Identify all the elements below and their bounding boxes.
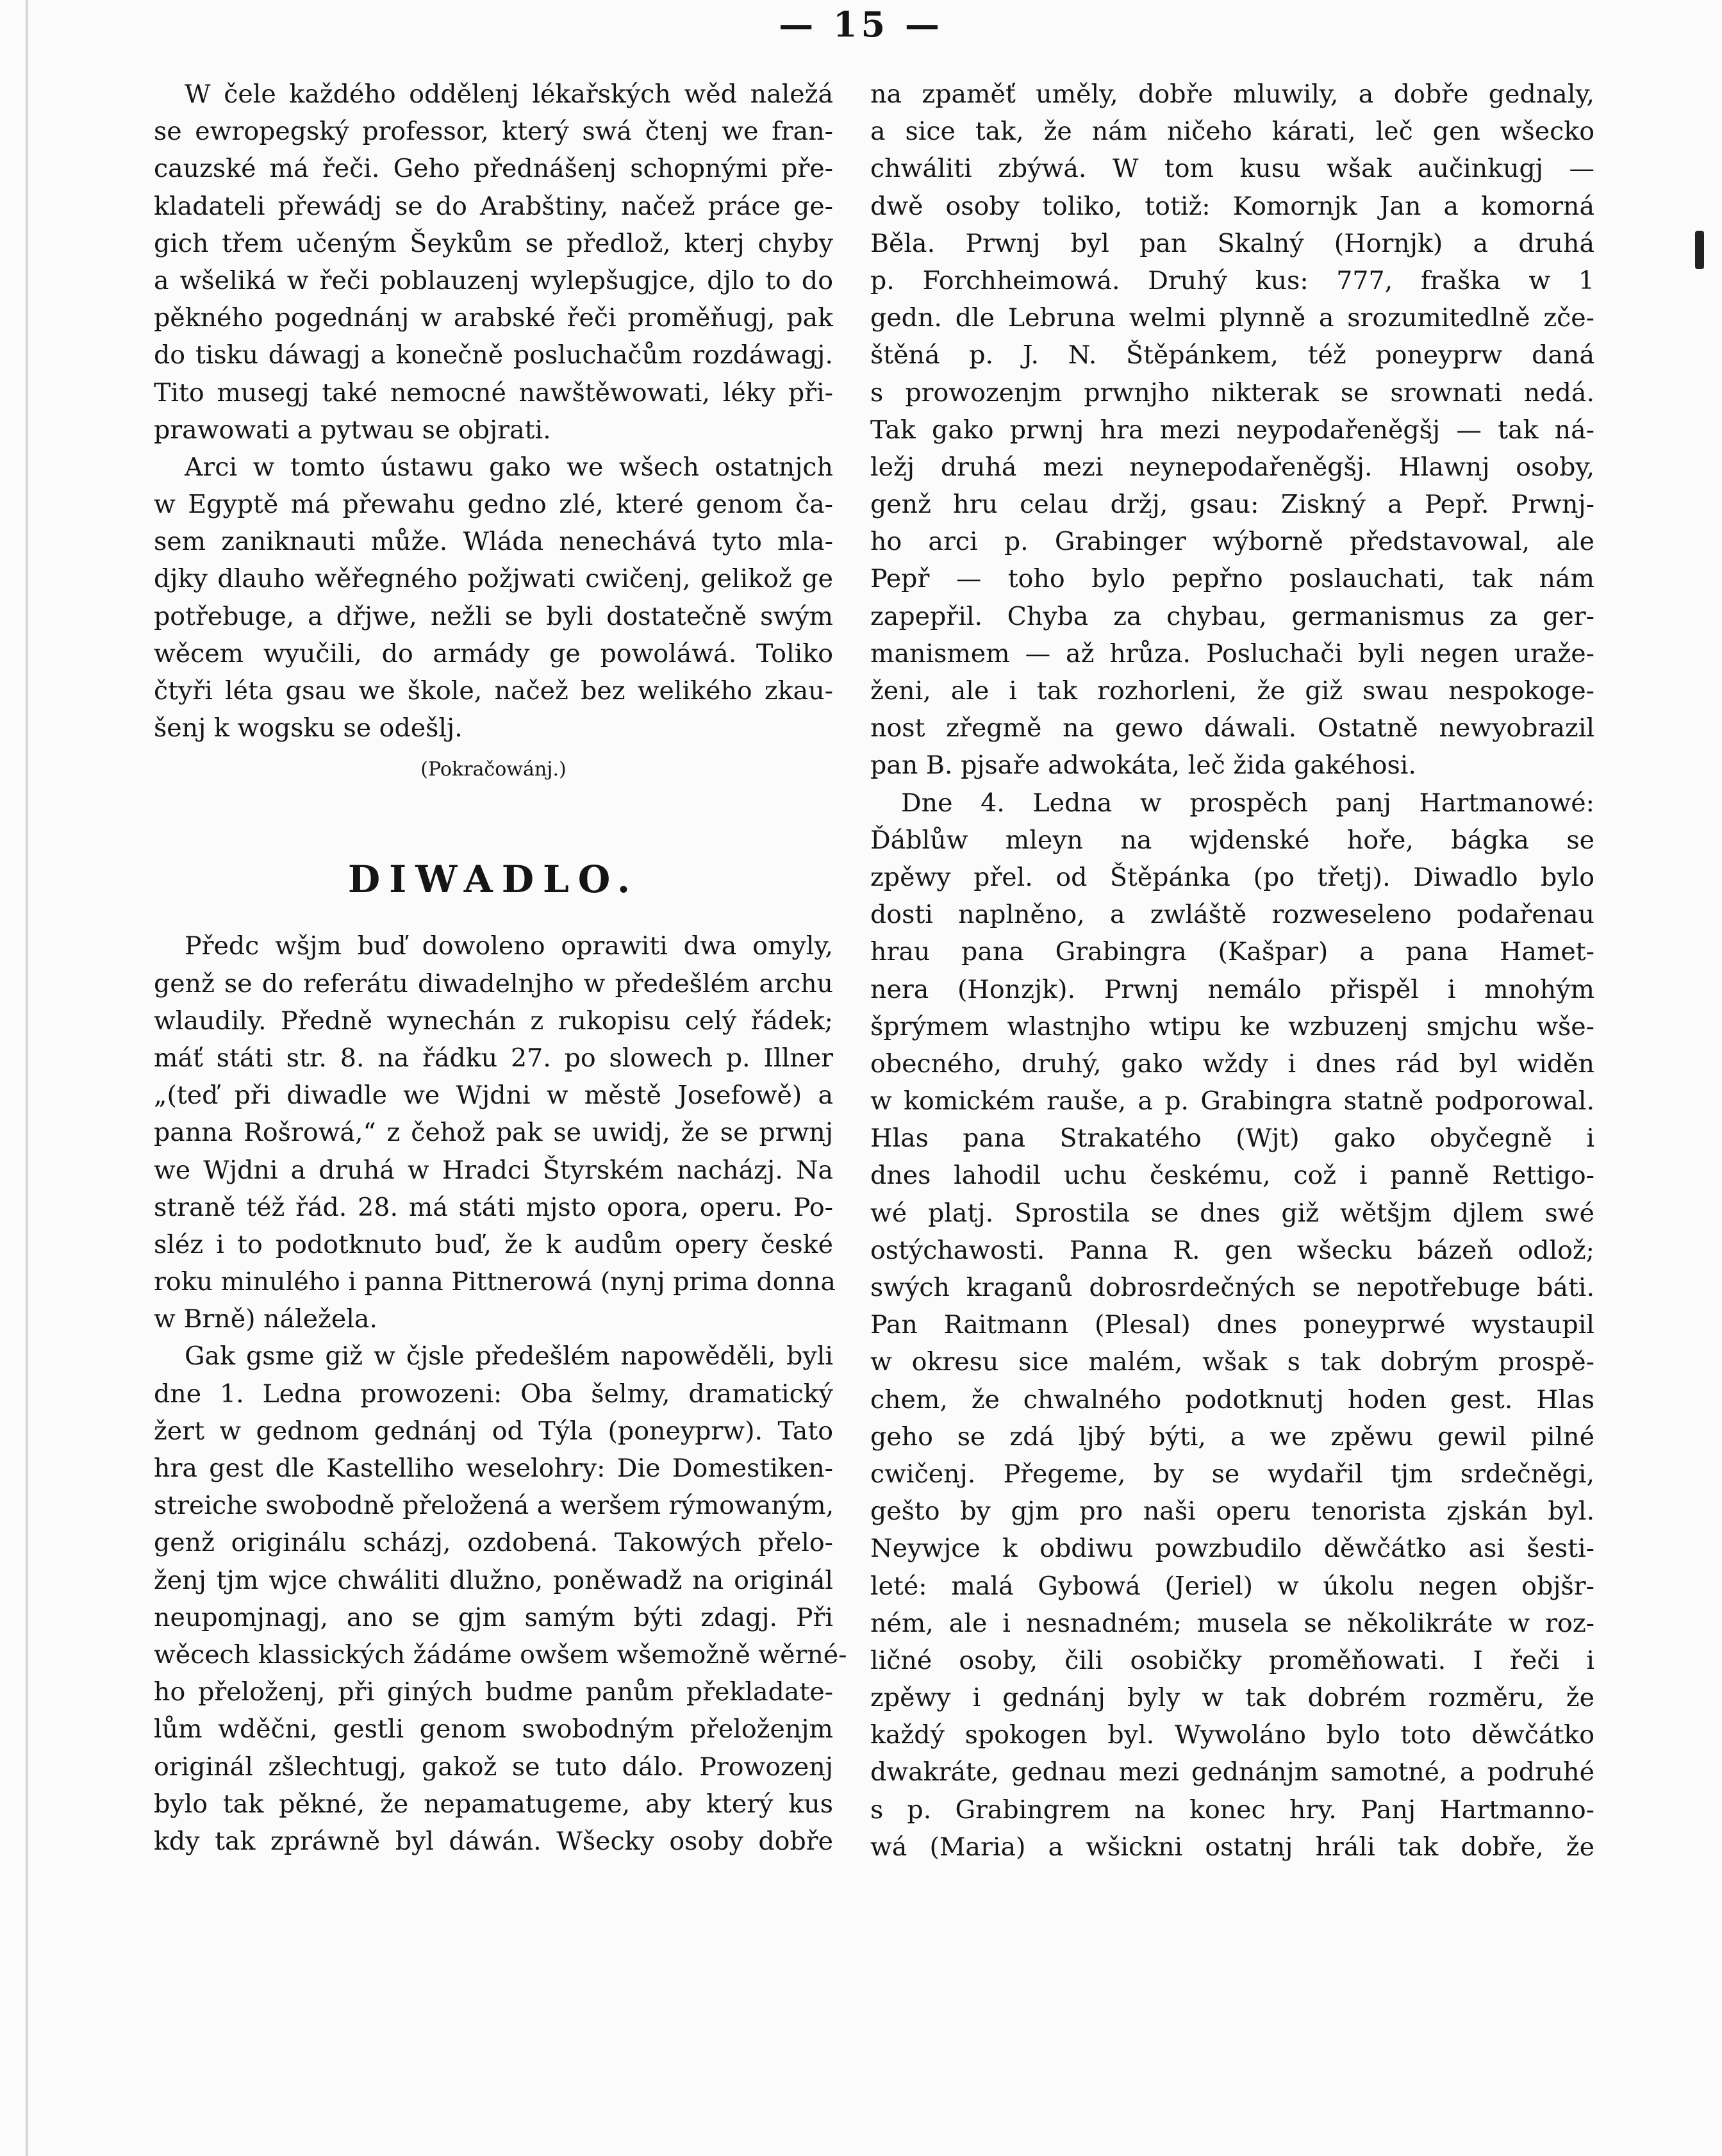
text-line: Neywjce k obdiwu powzbudilo děwčátko asi šesti- [870, 1534, 1594, 1564]
text-line: panna Rošrowá,“ z čehož pak se uwidj, že se prwnj [154, 1118, 833, 1148]
text-line: wěcem wyučili, do armády ge powoláwá. Toliko [154, 638, 833, 668]
left-paragraph-1 [154, 76, 833, 449]
text-line: a wšeliká w řeči poblauzenj wylepšugjce, djlo to do [154, 265, 833, 295]
page-edge-shadow [26, 0, 28, 2156]
text-line: hra gest dle Kastelliho weselohry: Die Domestiken- [154, 1454, 833, 1483]
text-line: Hlas pana Strakatého (Wjt) gako obyčegně i [870, 1124, 1594, 1154]
text-line: Pan Raitmann (Plesal) dnes poneyprwé wystaupil [870, 1310, 1594, 1340]
text-line: nost zřegmě na gewo dáwali. Ostatně newyobrazil [870, 713, 1594, 743]
text-line: bylo tak pěkné, že nepamatugeme, aby který kus [154, 1789, 833, 1819]
text-line: w Brně) náležela. [154, 1304, 377, 1334]
text-line: wé platj. Sprostila se dnes giž wětšjm djlem swé [870, 1198, 1594, 1228]
text-line: na zpaměť uměly, dobře mluwily, a dobře gednaly, [870, 79, 1594, 109]
text-line: ho přeloženj, při giných budme panům překladate- [154, 1677, 833, 1707]
text-line: wlaudily. Předně wynechán z rukopisu celý řádek; [154, 1006, 833, 1036]
text-line: roku minulého i panna Pittnerowá (nynj prima donna [154, 1267, 836, 1297]
text-line: sléz i to podotknuto buď, že k audům opery české [154, 1229, 833, 1259]
text-line: dosti naplněno, a zwláště rozweseleno podařenau [870, 900, 1594, 930]
text-line: máť státi str. 8. na řádku 27. po slowech p. Illner [154, 1043, 833, 1073]
text-line: leté: malá Gybowá (Jeriel) w úkolu negen objšr- [870, 1571, 1594, 1601]
text-line: gich třem učeným Šeykům se předlož, kterj chyby [154, 228, 833, 258]
text-line: s p. Grabingrem na konec hry. Panj Hartmanno- [870, 1795, 1594, 1825]
text-line: kdy tak zpráwně byl dáwán. Wšecky osoby dobře [154, 1826, 833, 1856]
text-line: ném, ale i nesnadném; musela se několikráte w roz- [870, 1608, 1594, 1638]
right-paragraph-2 [870, 784, 1594, 1866]
text-line: Gak gsme giž w čjsle předešlém napowěděli, byli [185, 1341, 833, 1372]
text-line: štěná p. J. N. Štěpánkem, též poneyprw daná [870, 340, 1594, 370]
text-line: originál zšlechtugj, gakož se tuto dálo. Prowozenj [154, 1752, 833, 1782]
right-column [870, 76, 1594, 1866]
text-line: w Egyptě má přewahu gedno zlé, které genom ča- [154, 490, 833, 520]
text-line: a sice tak, že nám ničeho kárati, leč gen wšecko [870, 117, 1594, 147]
continuation-note: (Pokračowánj.) [420, 758, 567, 781]
text-line: swých kraganů dobrosrdečných se nepotřebuge báti. [870, 1273, 1594, 1302]
text-line: potřebuge, a dřjwe, nežli se byli dostatečně swým [154, 601, 833, 631]
text-line: cauzské má řeči. Geho přednášenj schopnými pře- [154, 154, 833, 184]
left-paragraph-4 [154, 1338, 847, 1860]
text-line: pan B. pjsaře adwokáta, leč žida gakéhosi. [870, 750, 1416, 781]
text-line: djky dlauho wěřegného požjwati cwičenj, gelikož ge [154, 564, 833, 594]
text-line: genž originálu scházj, ozdobená. Takowých přelo- [154, 1528, 833, 1558]
margin-mark [1695, 231, 1704, 269]
text-line: gešto by gjm pro naši operu tenorista zjskán byl. [870, 1497, 1594, 1527]
left-paragraph-2 [154, 449, 833, 747]
text-line: ličné osoby, čili osobičky proměňowati. I řeči i [870, 1645, 1594, 1675]
page-number: — 15 — [779, 4, 943, 45]
text-line: wá (Maria) a wšickni ostatnj hráli tak dobře, že [870, 1832, 1594, 1862]
text-line: ostýchawosti. Panna R. gen wšecku bázeň odlož; [870, 1235, 1594, 1265]
text-line: W čele každého oddělenj lékařských wěd naležá [185, 79, 833, 109]
text-line: pěkného pogednánj w arabské řeči proměňugj, pak [154, 303, 833, 333]
text-line: dnes lahodil uchu českému, což i panně Rettigo- [870, 1161, 1594, 1191]
text-line: geho se zdá ljbý býti, a we zpěwu gewil pilné [870, 1422, 1594, 1452]
text-line: Dne 4. Ledna w prospěch panj Hartmanowé: [901, 788, 1594, 818]
text-line: s prowozenjm prwnjho nikterak se srownati nedá. [870, 377, 1594, 408]
text-line: prawowati a pytwau se objrati. [154, 415, 551, 445]
text-line: Pepř — toho bylo pepřno poslauchati, tak nám [870, 564, 1594, 594]
text-line: chwáliti zbýwá. W tom kusu wšak aučinkugj — [870, 154, 1594, 184]
text-line: streiche swobodně přeložená a weršem rýmowaným, [154, 1491, 834, 1521]
text-line: ženi, ale i tak rozhorleni, že giž swau nespokoge- [870, 676, 1594, 706]
text-line: sem zaniknauti může. Wláda nenechává tyto mla- [154, 527, 833, 557]
text-line: p. Forchheimowá. Druhý kus: 777, fraška w 1 [870, 265, 1594, 295]
text-line: wěcech klassických žádáme owšem wšemožně wěrné- [154, 1639, 847, 1670]
text-line: Arci w tomto ústawu gako we wšech ostatnjch [185, 452, 833, 482]
text-line: obecného, druhý, gako wždy i dnes rád byl widěn [870, 1049, 1594, 1079]
text-line: dwakráte, gednau mezi gednánjm samotné, a podruhé [870, 1757, 1594, 1787]
text-line: kladateli přewádj se do Arabštiny, načež práce ge- [154, 191, 833, 221]
text-line: ženj tjm wjce chwáliti dlužno, poněwadž na originál [154, 1565, 833, 1595]
text-line: čtyři léta gsau we škole, načež bez welikého zkau- [154, 676, 833, 706]
text-line: genž se do referátu diwadelnjho w předešlém archu [154, 968, 833, 999]
text-line: w okresu sice malém, wšak s tak dobrým prospě- [870, 1347, 1594, 1377]
text-line: lům wděčni, gestli genom swobodným přeloženjm [154, 1714, 833, 1745]
text-line: se ewropegský professor, který swá čtenj we fran- [154, 117, 833, 147]
right-paragraph-1 [870, 76, 1594, 784]
text-line: dwě osoby toliko, totiž: Komornjk Jan a komorná [870, 191, 1594, 221]
text-line: w komickém rauše, a p. Grabingra statně podporowal. [870, 1086, 1594, 1116]
text-line: šenj k wogsku se odešlj. [154, 713, 463, 743]
text-line: Tak gako prwnj hra mezi neypodařeněgšj — tak ná- [870, 415, 1594, 445]
text-line: Ďáblůw mleyn na wjdenské hoře, bágka se [870, 825, 1594, 855]
text-line: zpěwy i gednánj byly w tak dobrém rozměru, že [870, 1683, 1594, 1713]
text-line: Tito musegj také nemocné nawštěwowati, léky při- [154, 377, 833, 408]
text-line: „(teď při diwadle we Wjdni w městě Josefowě) a [154, 1081, 833, 1111]
text-line: neupomjnagj, ano se gjm samým býti zdagj. Při [154, 1602, 833, 1632]
left-paragraph-3 [154, 927, 836, 1338]
text-line: gedn. dle Lebruna welmi plynně a srozumitedlně zče- [870, 303, 1594, 333]
text-line: manismem — až hrůza. Posluchači byli negen uraže- [870, 638, 1594, 668]
text-line: do tisku dáwagj a konečně posluchačům rozdáwagj. [154, 340, 833, 370]
text-line: hrau pana Grabingra (Kašpar) a pana Hamet- [870, 937, 1594, 967]
text-line: zapepřil. Chyba za chybau, germanismus za ger- [870, 601, 1594, 631]
text-line: Předc wšjm buď dowoleno oprawiti dwa omyly, [185, 931, 833, 961]
text-line: Běla. Prwnj byl pan Skalný (Hornjk) a druhá [870, 228, 1594, 258]
text-line: šprýmem wlastnjho wtipu ke wzbuzenj smjchu wše- [870, 1011, 1594, 1041]
text-line: chem, že chwalného podotknutj hoden gest. Hlas [870, 1384, 1594, 1414]
section-heading: DIWADLO. [347, 858, 640, 902]
left-column [154, 76, 847, 1860]
text-line: cwičenj. Přegeme, by se wydařil tjm srdečněgi, [870, 1459, 1594, 1489]
text-line: straně též řád. 28. má státi mjsto opora, operu. Po- [154, 1192, 833, 1222]
text-line: we Wjdni a druhá w Hradci Štyrském nacházj. Na [154, 1155, 833, 1185]
text-line: ležj druhá mezi neynepodařeněgšj. Hlawnj osoby, [870, 452, 1594, 482]
text-line: genž hru celau držj, gsau: Ziskný a Pepř. Prwnj- [870, 490, 1594, 520]
text-line: zpěwy přel. od Štěpánka (po třetj). Diwadlo bylo [870, 862, 1594, 892]
text-line: dne 1. Ledna prowozeni: Oba šelmy, dramatický [154, 1379, 833, 1409]
text-line: nera (Honzjk). Prwnj nemálo přispěl i mnohým [870, 974, 1594, 1004]
text-line: žert w gednom gednánj od Týla (poneyprw). Tato [154, 1416, 833, 1446]
text-line: každý spokogen byl. Wywoláno bylo toto děwčátko [870, 1720, 1594, 1750]
text-line: ho arci p. Grabinger wýborně představowal, ale [870, 527, 1594, 557]
